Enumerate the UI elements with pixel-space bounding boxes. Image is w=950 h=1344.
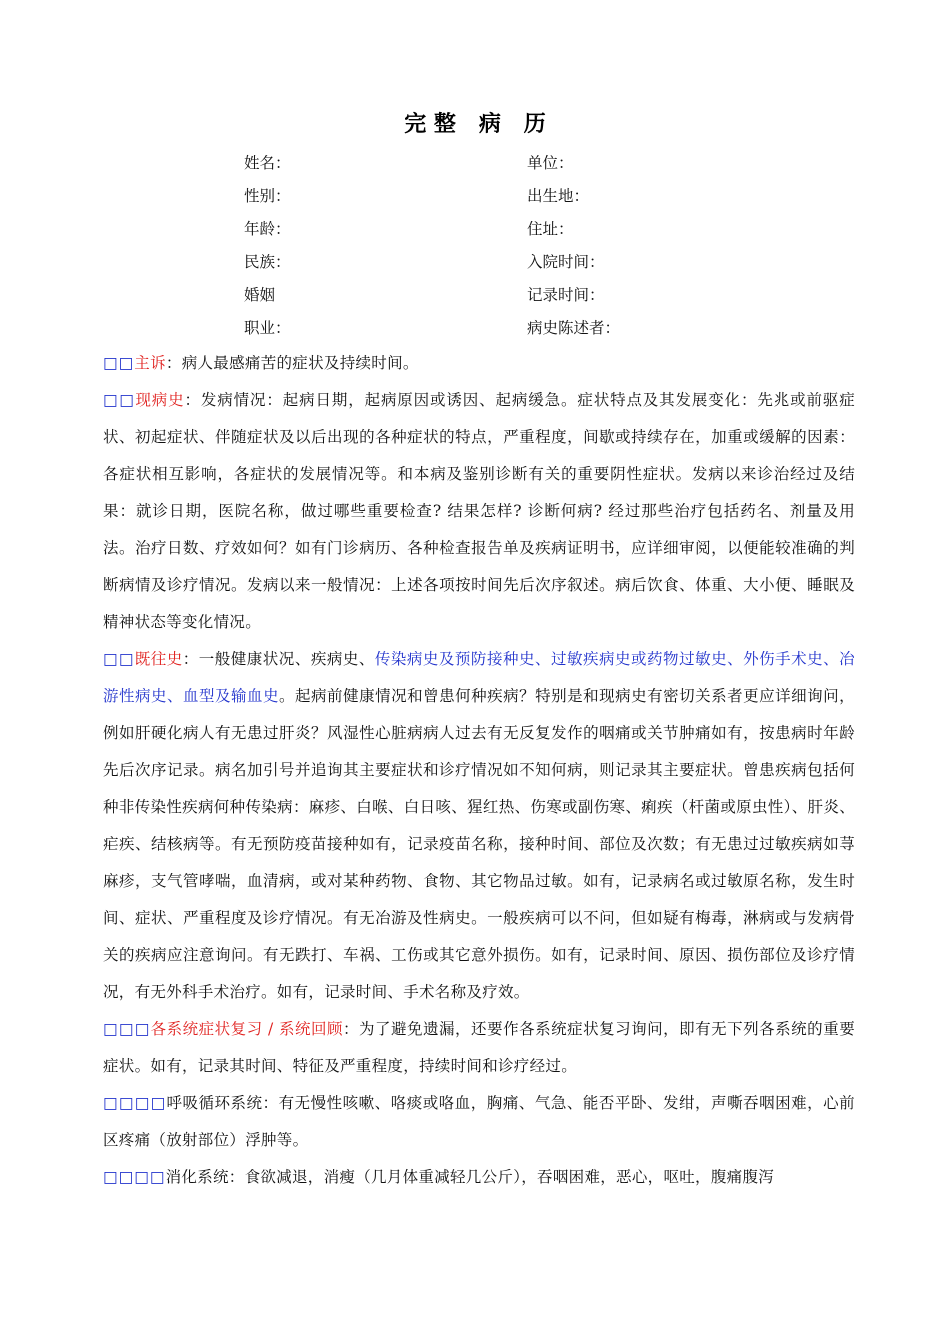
paragraph-text: 。起病前健康情况和曾患何种疾病？特别是和现病史有密切关系者更应详细询问，例如肝硬化病人有无患过肝炎？风湿性心脏病病人过去有无反复发作的咽痛或关节肿痛如有，按患病时年龄先后次序记录。病名加引号并追询其主要症状和诊疗情况如不知何病，则记录其主要症状。曾患疾病包括何种非传染性疾病何种传染病：麻疹、白喉、白日咳、猩红热、伤寒或副伤寒、痢疾（杆菌或原虫性）、肝炎、疟疾、结核病等。有无预防疫苗接种如有，记录疫苗名称，接种时间、部位及次数；有无患过过敏疾病如荨麻疹，支气管哮喘，血清病，或对某种药物、食物、其它物品过敏。如有，记录病名或过敏原名称，发生时间、症状、严重程度及诊疗情况。有无冶游及性病史。一般疾病可以不问，但如疑有梅毒，淋病或与发病骨关的疾病应注意询问。有无跌打、车祸、工伤或其它意外损伤。如有，记录时间、原因、损伤部位及诊疗情况，有无外科手术治疗。如有，记录时间、手术名称及疗效。 — [103, 687, 855, 1001]
info-field-label: 姓名： — [244, 153, 291, 172]
paragraph-text: 传染病史及预防接种史、过敏疾病史或药物过敏史、外伤手术史、冶游性病史、血型及输血史 — [103, 650, 855, 705]
paragraph — [103, 1011, 855, 1085]
paragraph-text: 消化系统：食欲减退，消瘦（几月体重减轻几公斤），吞咽困难，恶心，呕吐，腹痛腹泻 — [165, 1168, 775, 1186]
document-body — [103, 345, 855, 1196]
paragraph-text: ：发病情况：起病日期，起病原因或诱因、起病缓急。症状特点及其发展变化：先兆或前驱症状、初起症状、伴随症状及以后出现的各种症状的特点，严重程度，间歇或持续存在，加重或缓解的因素：各症状相互影响，各症状的发展情况等。和本病及鉴别诊断有关的重要阴性症状。发病以来诊治经过及结果：就诊日期，医院名称，做过哪些重要检查? 结果怎样? 诊断何病? 经过那些治疗包括药名、剂量及用法。治疗日数、疗效如何？如有门诊病历、各种检查报告单及疾病证明书，应详细审阅，以便能较准确的判断病情及诊疗情况。发病以来一般情况：上述各项按时间先后次序叙述。病后饮食、体重、大小便、睡眠及精神状态等变化情况。 — [103, 391, 856, 631]
paragraph — [103, 345, 855, 382]
info-field-label: 婚姻 — [244, 285, 276, 304]
info-field-label: 住址： — [527, 219, 574, 238]
paragraph — [103, 382, 855, 641]
info-field-label: 职业： — [244, 318, 291, 337]
info-field-label: 病史陈述者： — [527, 318, 621, 337]
section-heading: 主诉 — [134, 354, 166, 372]
info-field-label: 单位： — [527, 153, 574, 172]
paragraph — [103, 1085, 855, 1159]
info-field-label: 出生地： — [527, 186, 590, 205]
paragraph — [103, 641, 855, 1011]
paragraph-text: 呼吸循环系统：有无慢性咳嗽、咯痰或咯血，胸痛、气急、能否平卧、发绀，声嘶吞咽困难，心前区疼痛（放射部位）浮肿等。 — [103, 1094, 855, 1149]
paragraph — [103, 1159, 855, 1196]
document-title: 完 整 病 历 — [404, 112, 546, 137]
section-heading: 各系统症状复习 / 系统回顾 — [150, 1020, 344, 1038]
checkbox-placeholder: □□□□ — [103, 1168, 166, 1186]
info-field-label: 性别： — [244, 186, 291, 205]
checkbox-placeholder: □□□□ — [103, 1094, 167, 1112]
section-heading: 现病史 — [135, 391, 185, 409]
checkbox-placeholder: □□ — [103, 650, 135, 668]
checkbox-placeholder: □□ — [103, 391, 136, 409]
info-field-label: 年龄： — [244, 219, 291, 238]
paragraph-text: ：病人最感痛苦的症状及持续时间。 — [165, 354, 419, 372]
info-field-label: 记录时间： — [527, 285, 605, 304]
info-field-label: 民族： — [244, 252, 291, 271]
paragraph-text: ：为了避免遗漏，还要作各系统症状复习询问，即有无下列各系统的重要症状。如有，记录其时间、特征及严重程度，持续时间和诊疗经过。 — [103, 1020, 855, 1075]
checkbox-placeholder: □□□ — [103, 1020, 151, 1038]
section-heading: 既往史 — [134, 650, 183, 668]
patient-info-grid — [244, 145, 764, 343]
checkbox-placeholder: □□ — [103, 354, 135, 372]
info-field-label: 入院时间： — [527, 252, 605, 271]
paragraph-text: ：一般健康状况、疾病史、 — [182, 650, 375, 668]
